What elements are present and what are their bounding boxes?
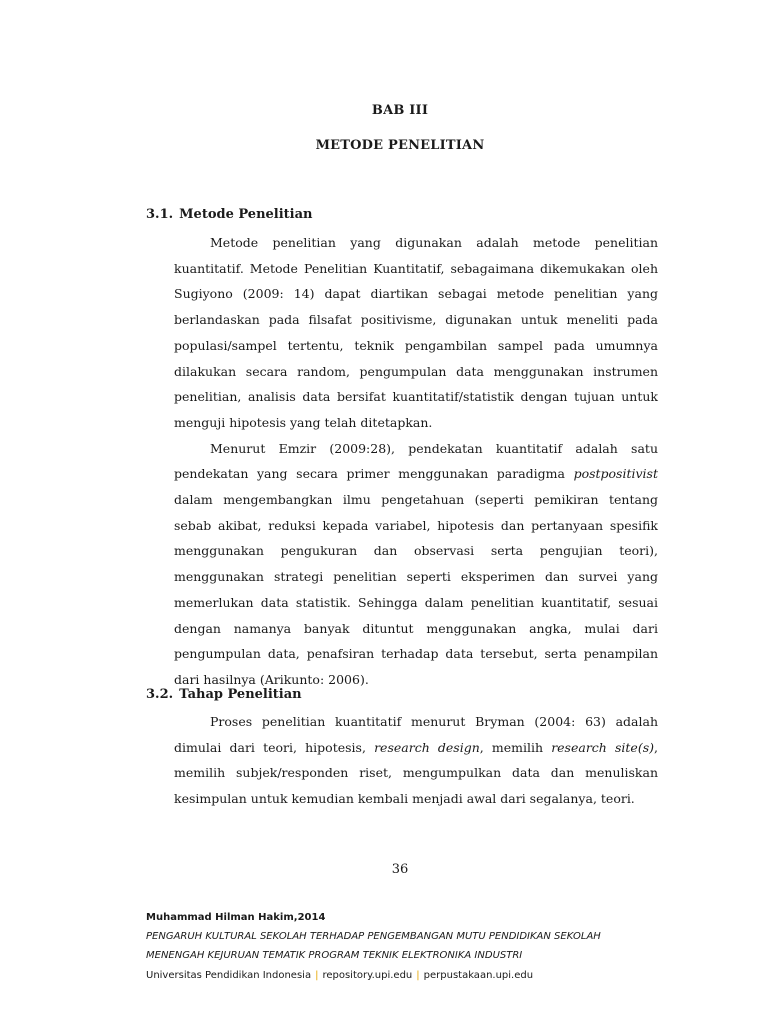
section-body-3-2 xyxy=(174,709,658,812)
paragraph xyxy=(174,436,658,693)
paragraph-text: Menurut Emzir (2009:28), pendekatan kuantitatif adalah satu pendekatan yang secara primer menggunakan paradigma xyxy=(174,440,658,482)
section-heading-3-2 xyxy=(146,687,302,702)
chapter-title: METODE PENELITIAN xyxy=(315,138,485,153)
footer-separator: | xyxy=(315,969,319,981)
section-title: Metode Penelitian xyxy=(179,207,313,222)
section-title: Tahap Penelitian xyxy=(179,687,302,702)
section-heading-3-1 xyxy=(146,207,313,222)
paragraph-text: Metode penelitian yang digunakan adalah metode penelitian kuantitatif. Metode Penelitian Kuantitatif, sebagaimana dikemukakan oleh Sugiyono (2009: 14) dapat diartikan sebagai metode penelitian yang berlandaskan pada filsafat positivisme, digunakan untuk meneliti pada populasi/sampel tertentu, teknik pengambilan sampel pada umumnya dilakukan secara random, pengumpulan data menggunakan instrumen penelitian, analisis data bersifat kuantitatif/statistik dengan tujuan untuk menguji hipotesis yang telah ditetapkan. xyxy=(174,235,658,430)
footer-separator: | xyxy=(416,969,420,981)
chapter-number: BAB III xyxy=(371,103,429,118)
footer-title-line-1: PENGARUH KULTURAL SEKOLAH TERHADAP PENGEMBANGAN MUTU PENDIDIKAN SEKOLAH xyxy=(146,931,601,943)
paragraph xyxy=(174,230,658,436)
footer-link-perpustakaan[interactable]: perpustakaan.upi.edu xyxy=(423,969,534,981)
italic-term: research design xyxy=(374,739,480,755)
section-number: 3.1. xyxy=(146,207,174,222)
section-body-3-1 xyxy=(174,230,658,693)
italic-term: research site(s) xyxy=(551,739,655,755)
paragraph-text: dalam mengembangkan ilmu pengetahuan (seperti pemikiran tentang sebab akibat, reduksi kepada variabel, hipotesis dan pertanyaan spesifik menggunakan pengukuran dan observasi serta pengujian teori), menggunakan strategi penelitian seperti eksperimen dan survei yang memerlukan data statistik. Sehingga dalam penelitian kuantitatif, sesuai dengan namanya banyak dituntut menggunakan angka, mulai dari pengumpulan data, penafsiran terhadap data tersebut, serta penampilan dari hasilnya (Arikunto: 2006). xyxy=(174,492,658,687)
paragraph-text: , memilih subjek/responden riset, mengumpulkan data dan menuliskan kesimpulan untuk kemudian kembali menjadi awal dari segalanya, teori. xyxy=(174,739,658,807)
footer-institution: Universitas Pendidikan Indonesia xyxy=(146,969,312,981)
footer-author: Muhammad Hilman Hakim,2014 xyxy=(146,912,326,923)
footer xyxy=(146,908,601,985)
paragraph-text: , memilih xyxy=(479,739,552,755)
footer-links xyxy=(146,966,601,985)
footer-link-repository[interactable]: repository.upi.edu xyxy=(322,969,413,981)
paragraph-text: Proses penelitian kuantitatif menurut Bryman (2004: 63) adalah dimulai dari teori, hipotesis, xyxy=(174,714,658,755)
paragraph xyxy=(174,709,658,812)
footer-title-line-2: MENENGAH KEJURUAN TEMATIK PROGRAM TEKNIK ELEKTRONIKA INDUSTRI xyxy=(146,950,523,962)
section-number: 3.2. xyxy=(146,687,174,702)
italic-term: postpositivist xyxy=(573,466,658,482)
page-number: 36 xyxy=(391,862,409,877)
